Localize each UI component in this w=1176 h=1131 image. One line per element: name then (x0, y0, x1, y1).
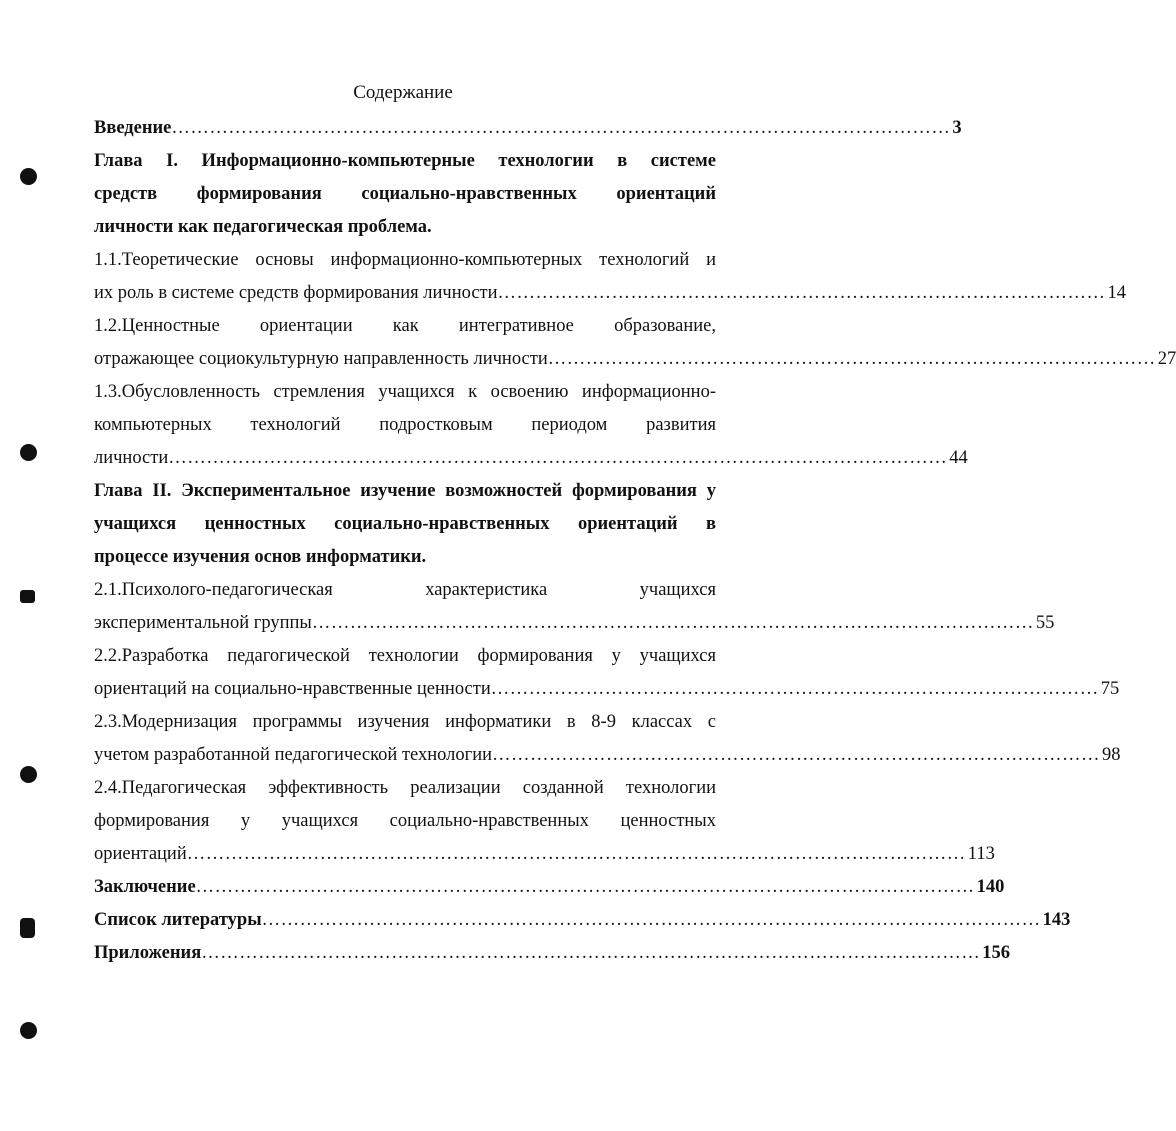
toc-entry-line: ориентаций на социально-нравственные ценности (94, 679, 491, 699)
toc-entry-line: средств формирования социально-нравственных ориентаций (94, 184, 716, 204)
toc-entry-line: учащихся ценностных социально-нравственных ориентаций в (94, 514, 716, 534)
toc-entry-leader-line (94, 673, 1120, 706)
toc-entry-line: компьютерных технологий подростковым периодом развития (94, 415, 716, 435)
toc-entry-line: 1.2.Ценностные ориентации как интегративное образование, (94, 316, 716, 336)
toc-entry-leader-line (94, 838, 995, 871)
toc-entry-line: отражающее социокультурную направленность личности (94, 349, 548, 369)
binding-hole-mark (20, 590, 35, 603)
toc-entry-leader-line (94, 442, 968, 475)
toc-entry-2-2 (94, 640, 1120, 706)
dot-leader: …………………………………………………………………………………………………………… (168, 448, 948, 468)
toc-page-number: 55 (1035, 613, 1055, 633)
toc-entry-leader-line (94, 607, 1055, 640)
toc-entry-leader-line (94, 343, 1176, 376)
toc-entry-line: Глава II. Экспериментальное изучение возможностей формирования у (94, 481, 716, 501)
toc-entry-chapter-2 (94, 475, 716, 574)
page-title: Содержание (353, 82, 453, 103)
toc-entry-line: их роль в системе средств формирования личности (94, 283, 498, 303)
toc-page-number: 140 (976, 877, 1005, 897)
toc-page-number: 113 (967, 844, 995, 864)
toc-entry-conclusion (94, 871, 1005, 904)
binding-hole-mark (20, 444, 37, 461)
toc-entry-label: Приложения (94, 943, 202, 963)
toc-entry-leader-line (94, 277, 1127, 310)
table-of-contents (94, 112, 1176, 970)
toc-entry-line: процессе изучения основ информатики. (94, 547, 427, 567)
dot-leader: …………………………………………………………………………………… (547, 349, 1156, 369)
toc-entry-2-3 (94, 706, 1121, 772)
dot-leader: …………………………………………………………………………………………………………… (261, 910, 1041, 930)
binding-hole-mark (20, 918, 35, 938)
toc-entry-line: 1.3.Обусловленность стремления учащихся к освоению информационно- (94, 382, 716, 402)
binding-hole-mark (20, 766, 37, 783)
toc-entry-label: Введение (94, 118, 172, 138)
toc-page-number: 156 (982, 943, 1010, 963)
toc-entry-line: учетом разработанной педагогической технологии (94, 745, 493, 765)
dot-leader: …………………………………………………………………………………………………………… (186, 844, 966, 864)
toc-entry-line: 2.4.Педагогическая эффективность реализации созданной технологии (94, 778, 716, 798)
toc-page-number: 143 (1042, 910, 1071, 930)
toc-entry-appendices (94, 937, 1010, 970)
toc-entry-intro (94, 112, 962, 145)
toc-entry-1-3 (94, 376, 968, 475)
toc-page-number: 3 (952, 118, 962, 138)
toc-entry-label: Список литературы (94, 910, 262, 930)
toc-page-number: 44 (949, 448, 968, 468)
toc-entry-line: Глава I. Информационно-компьютерные технологии в системе (94, 151, 716, 171)
dot-leader: …………………………………………………………………………………… (497, 283, 1106, 303)
toc-entry-line: 1.1.Теоретические основы информационно-компьютерных технологий и (94, 250, 716, 270)
toc-entry-references (94, 904, 1071, 937)
toc-page-number: 27 (1157, 349, 1176, 369)
toc-page-number: 98 (1102, 745, 1121, 765)
toc-entry-line: 2.1.Психолого-педагогическая характеристика учащихся (94, 580, 716, 600)
dot-leader: …………………………………………………………………………………………………… (311, 613, 1034, 633)
toc-entry-line: 2.3.Модернизация программы изучения информатики в 8-9 классах с (94, 712, 716, 732)
toc-entry-line: ориентаций (94, 844, 187, 864)
toc-entry-chapter-1 (94, 145, 716, 244)
binding-hole-mark (20, 168, 37, 185)
dot-leader: …………………………………………………………………………………………………………… (201, 943, 981, 963)
toc-entry-1-2 (94, 310, 1176, 376)
binding-hole-mark (20, 1022, 37, 1039)
toc-page-number: 14 (1107, 283, 1127, 303)
toc-entry-line: формирования у учащихся социально-нравственных ценностных (94, 811, 716, 831)
toc-entry-1-1 (94, 244, 1127, 310)
toc-entry-leader-line (94, 739, 1121, 772)
dot-leader: …………………………………………………………………………………… (490, 679, 1099, 699)
toc-entry-label: Заключение (94, 877, 196, 897)
toc-entry-line: 2.2.Разработка педагогической технологии формирования у учащихся (94, 646, 716, 666)
dot-leader: …………………………………………………………………………………………………………… (171, 118, 951, 138)
dot-leader: …………………………………………………………………………………… (492, 745, 1101, 765)
toc-entry-2-1 (94, 574, 1055, 640)
toc-entry-line: личности как педагогическая проблема. (94, 217, 432, 237)
dot-leader: …………………………………………………………………………………………………………… (195, 877, 975, 897)
toc-entry-line: экспериментальной группы (94, 613, 312, 633)
toc-entry-line: личности (94, 448, 169, 468)
toc-entry-2-4 (94, 772, 995, 871)
toc-page-number: 75 (1100, 679, 1120, 699)
